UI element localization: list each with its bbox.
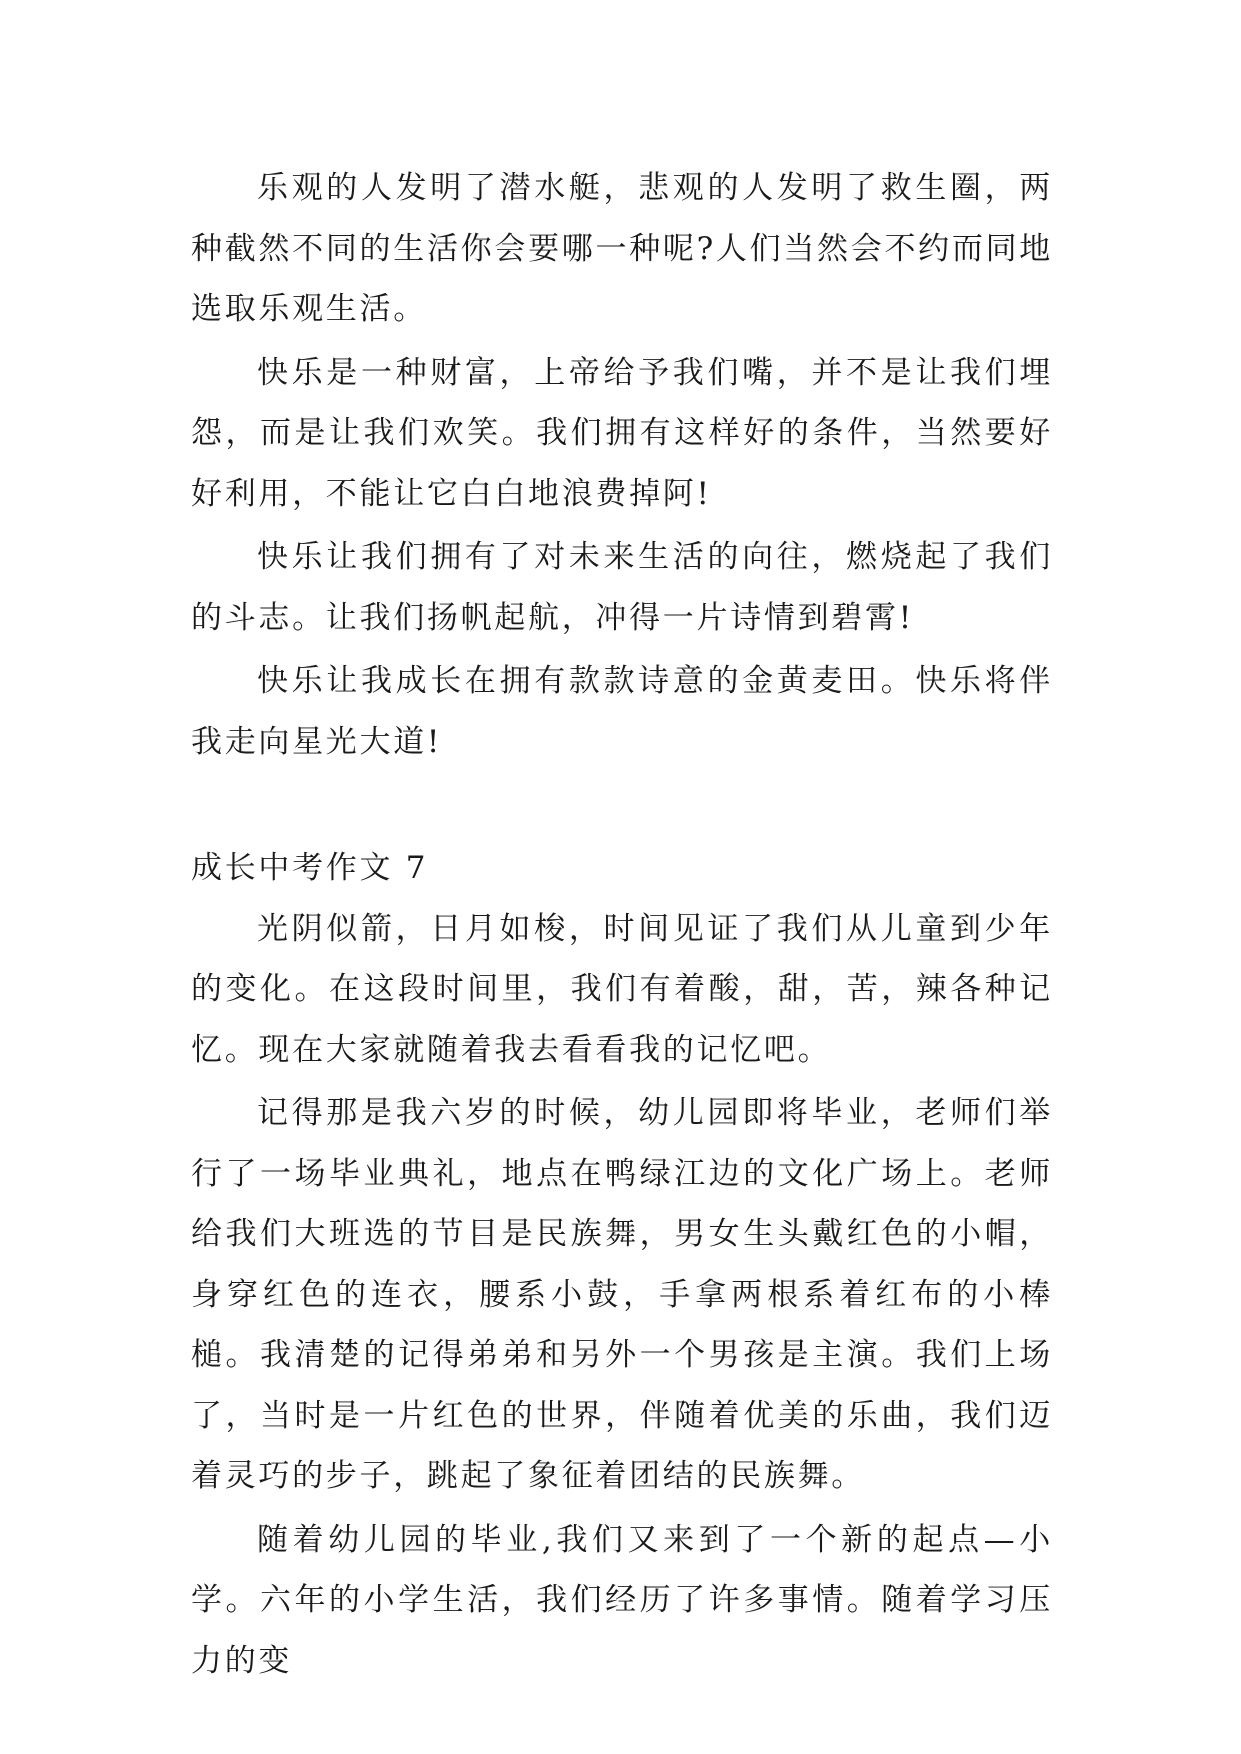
paragraph: 快乐让我们拥有了对未来生活的向往，燃烧起了我们的斗志。让我们扬帆起航，冲得一片诗情到碧霄! — [191, 539, 1053, 636]
paragraph: 光阴似箭，日月如梭，时间见证了我们从儿童到少年的变化。在这段时间里，我们有着酸，甜，苦，辣各种记忆。现在大家就随着我去看看我的记忆吧。 — [191, 910, 1053, 1068]
paragraph: 随着幼儿园的毕业,我们又来到了一个新的起点—小学。六年的小学生活，我们经历了许多事情。随着学习压力的变 — [191, 1521, 1053, 1679]
paragraph: 乐观的人发明了潜水艇，悲观的人发明了救生圈，两种截然不同的生活你会要哪一种呢?人们当然会不约而同地选取乐观生活。 — [191, 170, 1053, 327]
paragraph: 快乐是一种财富，上帝给予我们嘴，并不是让我们埋怨，而是让我们欢笑。我们拥有这样好的条件，当然要好好利用，不能让它白白地浪费掉阿! — [191, 354, 1053, 512]
section-heading: 成长中考作文 7 — [191, 850, 429, 886]
paragraph: 记得那是我六岁的时候，幼儿园即将毕业，老师们举行了一场毕业典礼，地点在鸭绿江边的文化广场上。老师给我们大班选的节目是民族舞，男女生头戴红色的小帽，身穿红色的连衣，腰系小鼓，手拿两根系着红布的小棒槌。我清楚的记得弟弟和另外一个男孩是主演。我们上场了，当时是一片红色的世界，伴随着优美的乐曲，我们迈着灵巧的步子，跳起了象征着团结的民族舞。 — [191, 1095, 1053, 1494]
document-body — [191, 158, 1053, 1691]
paragraph: 快乐让我成长在拥有款款诗意的金黄麦田。快乐将伴我走向星光大道! — [191, 663, 1053, 760]
